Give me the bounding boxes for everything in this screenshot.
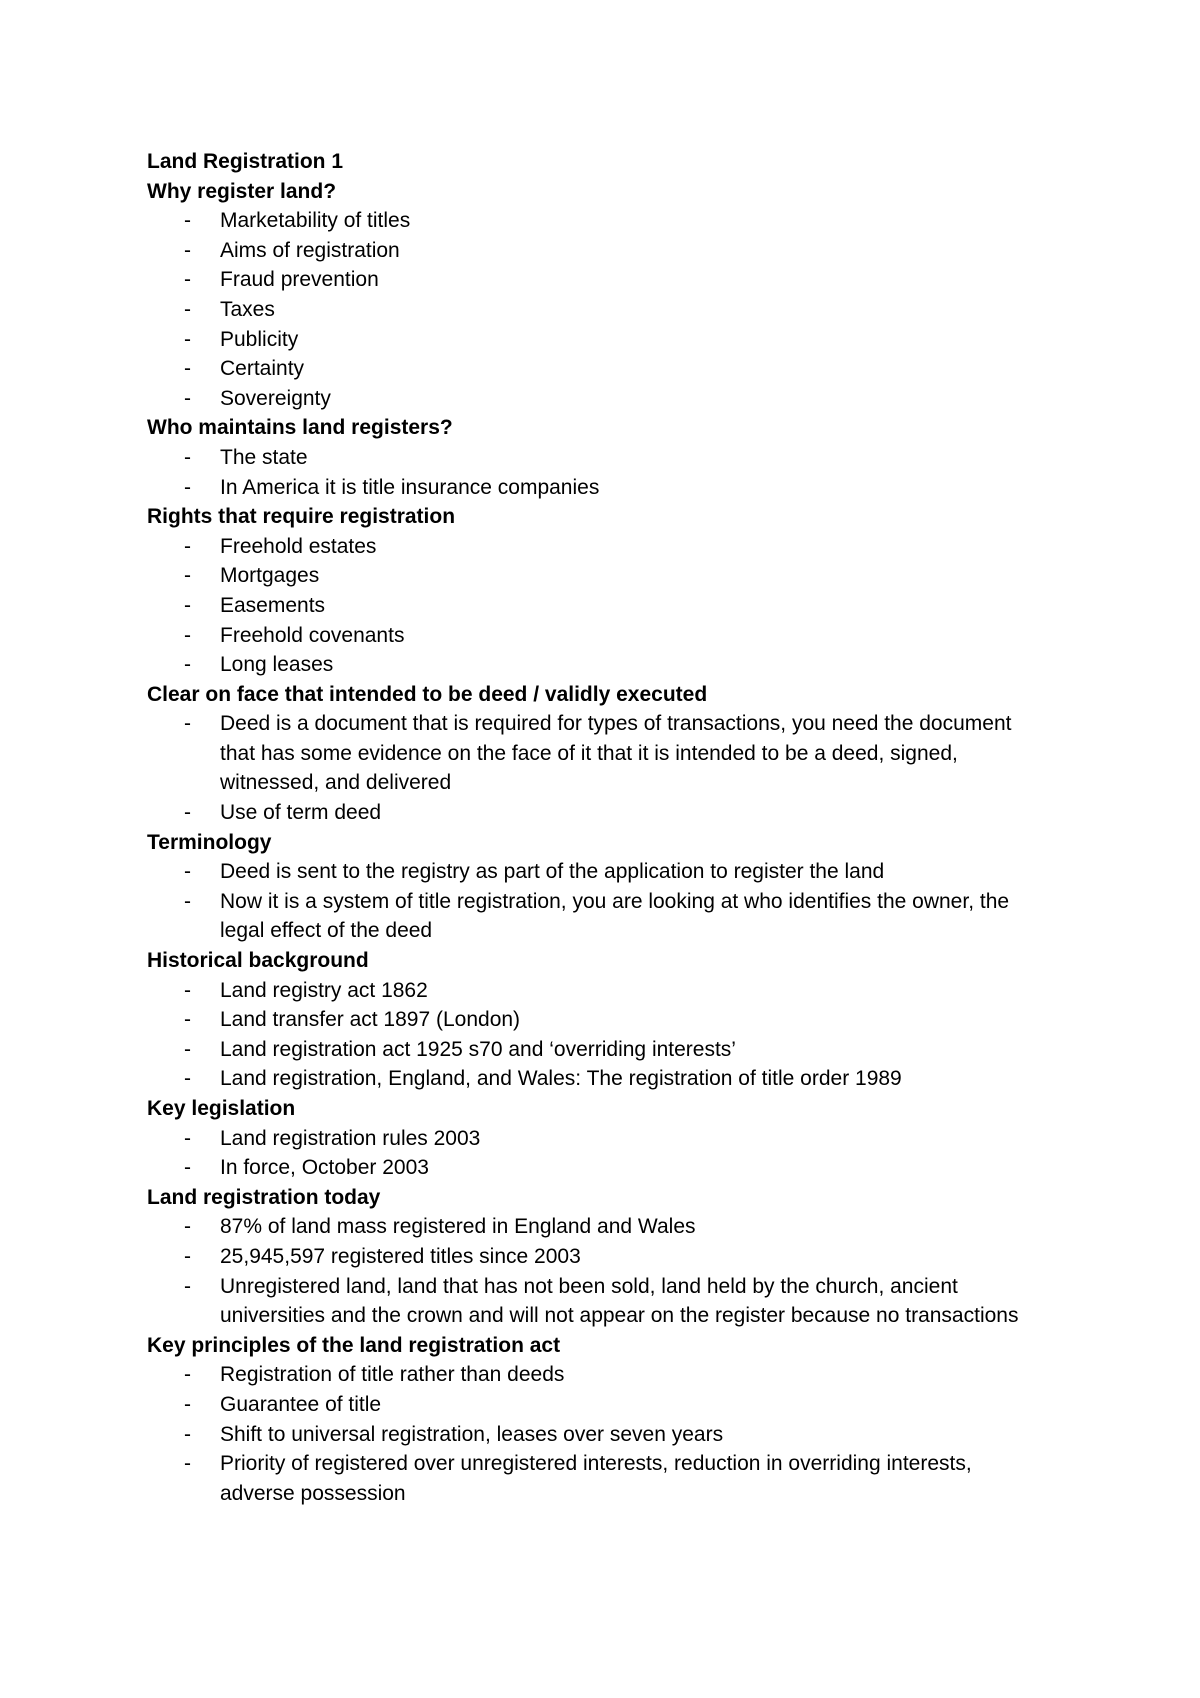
bullet-dash: -	[184, 801, 191, 825]
list-item	[147, 1005, 1040, 1035]
list-item-text: Freehold estates	[220, 534, 377, 558]
list-item-text: Taxes	[220, 297, 275, 321]
list-item	[147, 591, 1040, 621]
bullet-dash: -	[184, 357, 191, 381]
list-item	[147, 1124, 1040, 1154]
list-item	[147, 1064, 1040, 1094]
bullet-dash: -	[184, 1274, 191, 1298]
list-item	[147, 443, 1040, 473]
list-item-text: Registration of title rather than deeds	[220, 1363, 565, 1387]
list-item	[147, 1242, 1040, 1272]
list-item-text: Land registration, England, and Wales: The registration of title order 1989	[220, 1067, 902, 1091]
bullet-dash: -	[184, 1037, 191, 1061]
list-item	[147, 473, 1040, 503]
bullet-dash: -	[184, 297, 191, 321]
list-item	[147, 976, 1040, 1006]
bullet-dash: -	[184, 1244, 191, 1268]
list-item	[147, 1420, 1040, 1450]
list-item	[147, 1272, 1040, 1331]
section-heading: Land registration today	[147, 1185, 381, 1209]
bullet-dash: -	[184, 593, 191, 617]
bullet-dash: -	[184, 445, 191, 469]
list-item-text: Deed is a document that is required for types of transactions, you need the document that has some evidence on the face of it that it is intended to be a deed, signed, witnessed, and delivered	[220, 712, 1012, 795]
list-item-text: Long leases	[220, 653, 334, 677]
list-item-text: Mortgages	[220, 564, 320, 588]
list-item	[147, 857, 1040, 887]
list-item-text: Publicity	[220, 327, 299, 351]
section-heading: Key principles of the land registration act	[147, 1333, 561, 1357]
list-item	[147, 1449, 1040, 1508]
list-item-text: Certainty	[220, 357, 305, 381]
bullet-dash: -	[184, 1215, 191, 1239]
bullet-dash: -	[184, 712, 191, 736]
bullet-dash: -	[184, 1008, 191, 1032]
bullet-dash: -	[184, 978, 191, 1002]
list-item-text: Marketability of titles	[220, 209, 411, 233]
section-heading: Key legislation	[147, 1097, 296, 1120]
bullet-dash: -	[184, 653, 191, 677]
bullet-dash: -	[184, 534, 191, 558]
list-item-text: Easements	[220, 593, 326, 617]
list-item-text: Fraud prevention	[220, 268, 379, 292]
list-item	[147, 532, 1040, 562]
bullet-dash: -	[184, 475, 191, 499]
section-heading: Historical background	[147, 949, 369, 973]
list-item-text: Land transfer act 1897 (London)	[220, 1008, 521, 1032]
list-item	[147, 1035, 1040, 1065]
bullet-dash: -	[184, 623, 191, 647]
bullet-dash: -	[184, 327, 191, 351]
list-item-text: In force, October 2003	[220, 1156, 429, 1180]
list-item-text: 87% of land mass registered in England and Wales	[220, 1215, 696, 1239]
list-item-text: Guarantee of title	[220, 1392, 382, 1416]
bullet-dash: -	[184, 1363, 191, 1387]
bullet-dash: -	[184, 564, 191, 588]
list-item	[147, 295, 1040, 325]
document-title: Land Registration 1	[147, 150, 344, 173]
list-item-text: Now it is a system of title registration, you are looking at who identifies the owner, the legal effect of the deed	[220, 889, 1010, 943]
list-item-text: Land registration rules 2003	[220, 1126, 481, 1150]
list-item	[147, 384, 1040, 414]
bullet-dash: -	[184, 1422, 191, 1446]
list-item	[147, 1390, 1040, 1420]
section-heading: Who maintains land registers?	[147, 416, 453, 440]
list-item	[147, 1212, 1040, 1242]
bullet-dash: -	[184, 1156, 191, 1180]
section-heading: Clear on face that intended to be deed / validly executed	[147, 682, 708, 706]
bullet-dash: -	[184, 889, 191, 913]
list-item-text: Deed is sent to the registry as part of the application to register the land	[220, 860, 885, 884]
list-item	[147, 798, 1040, 828]
list-item-text: Shift to universal registration, leases over seven years	[220, 1422, 724, 1446]
list-item	[147, 1153, 1040, 1183]
list-item-text: Land registry act 1862	[220, 978, 428, 1002]
list-item	[147, 887, 1040, 946]
bullet-dash: -	[184, 1067, 191, 1091]
list-item-text: Land registration act 1925 s70 and ‘overriding interests’	[220, 1037, 736, 1061]
list-item-text: The state	[220, 445, 308, 469]
bullet-dash: -	[184, 209, 191, 233]
bullet-dash: -	[184, 1392, 191, 1416]
list-item-text: Freehold covenants	[220, 623, 405, 647]
list-item	[147, 709, 1040, 798]
section-heading: Terminology	[147, 830, 272, 854]
bullet-dash: -	[184, 268, 191, 292]
section-heading: Why register land?	[147, 179, 337, 203]
list-item-text: Use of term deed	[220, 801, 382, 825]
list-item	[147, 206, 1040, 236]
bullet-dash: -	[184, 860, 191, 884]
list-item-text: 25,945,597 registered titles since 2003	[220, 1244, 581, 1268]
list-item	[147, 650, 1040, 680]
list-item	[147, 561, 1040, 591]
list-item	[147, 236, 1040, 266]
document-body	[147, 177, 1080, 1509]
list-item-text: In America it is title insurance companies	[220, 475, 600, 499]
bullet-dash: -	[184, 1452, 191, 1476]
list-item	[147, 354, 1040, 384]
list-item	[147, 621, 1040, 651]
list-item-text: Unregistered land, land that has not been sold, land held by the church, ancient universities and the crown and will not appear on the register because no transactions	[220, 1274, 1019, 1328]
list-item	[147, 1360, 1040, 1390]
list-item-text: Priority of registered over unregistered interests, reduction in overriding interests, adverse possession	[220, 1452, 972, 1505]
list-item	[147, 325, 1040, 355]
list-item-text: Aims of registration	[220, 238, 400, 262]
bullet-dash: -	[184, 386, 191, 410]
list-item-text: Sovereignty	[220, 386, 331, 410]
list-item	[147, 265, 1040, 295]
bullet-dash: -	[184, 1126, 191, 1150]
bullet-dash: -	[184, 238, 191, 262]
section-heading: Rights that require registration	[147, 505, 456, 529]
